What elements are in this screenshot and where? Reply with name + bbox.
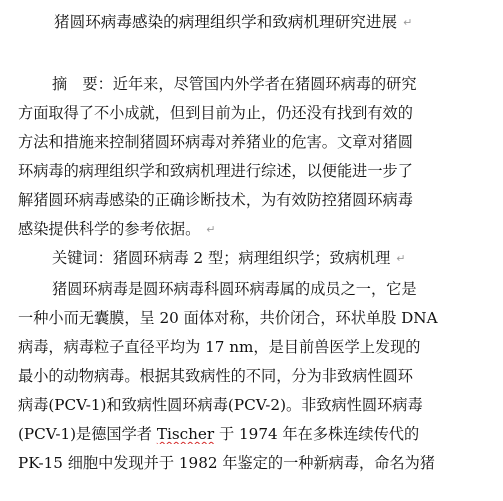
abstract-line-1 <box>52 74 488 94</box>
body-line-7 <box>18 453 488 473</box>
document-title-text: 猪圆环病毒感染的病理组织学和致病机理研究进展 <box>54 13 398 31</box>
abstract-line-3-text: 方法和措施来控制猪圆环病毒对养猪业的危害。文章对猪圆 <box>18 133 413 151</box>
body-line-5 <box>18 395 488 415</box>
abstract-line-4 <box>18 161 488 181</box>
abstract-line-5 <box>18 190 488 210</box>
body-line-6 <box>18 424 488 444</box>
abstract-line-3 <box>18 132 488 152</box>
abstract-line-6 <box>18 219 488 240</box>
body-line-6-before: (PCV-1)是德国学者 <box>18 425 157 443</box>
abstract-line-2 <box>18 103 488 123</box>
body-line-3-text: 病毒，病毒粒子直径平均为 17 nm，是目前兽医学上发现的 <box>18 338 421 356</box>
body-line-1-text: 猪圆环病毒是圆环病毒科圆环病毒属的成员之一，它是 <box>52 280 417 298</box>
keywords-text: 关键词：猪圆环病毒 2 型；病理组织学；致病机理 <box>52 249 391 267</box>
paragraph-mark-icon: ↵ <box>206 223 216 236</box>
body-line-2-text: 一种小而无囊膜，呈 20 面体对称，共价闭合，环状单股 DNA <box>18 309 438 327</box>
body-line-6-after: 于 1974 年在多株连续传代的 <box>214 425 420 443</box>
body-line-3 <box>18 337 488 357</box>
paragraph-mark-icon: ↵ <box>396 252 406 265</box>
keywords-line <box>52 248 488 269</box>
paragraph-mark-icon: ↵ <box>403 16 413 29</box>
abstract-line-5-text: 解猪圆环病毒感染的正确诊断技术，为有效防控猪圆环病毒 <box>18 191 413 209</box>
body-line-4-text: 最小的动物病毒。根据其致病性的不同，分为非致病性圆环 <box>18 367 413 385</box>
abstract-line-4-text: 环病毒的病理组织学和致病机理进行综述，以便能进一步了 <box>18 162 413 180</box>
document-title <box>54 12 503 33</box>
body-line-2 <box>18 308 488 328</box>
body-line-5-text: 病毒(PCV-1)和致病性圆环病毒(PCV-2)。非致病性圆环病毒 <box>18 396 423 414</box>
body-line-1 <box>52 279 488 299</box>
body-line-4 <box>18 366 488 386</box>
body-line-7-text: PK-15 细胞中发现并于 1982 年鉴定的一种新病毒，命名为猪 <box>18 454 435 472</box>
abstract-line-2-text: 方面取得了不小成就，但到目前为止，仍还没有找到有效的 <box>18 104 413 122</box>
abstract-line-1-text: 摘 要：近年来，尽管国内外学者在猪圆环病毒的研究 <box>52 75 417 93</box>
abstract-line-6-text: 感染提供科学的参考依据。 <box>18 220 201 238</box>
spellcheck-word[interactable]: Tischer <box>156 425 215 443</box>
